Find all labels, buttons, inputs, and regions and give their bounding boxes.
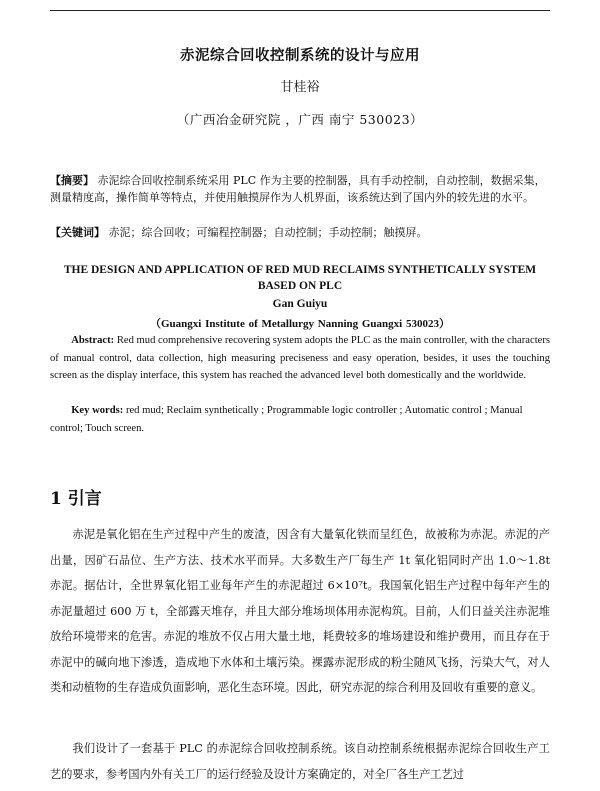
english-title: THE DESIGN AND APPLICATION OF RED MUD RECLAIMS SYNTHETICALLY SYSTEM BASED ON PLC <box>63 264 537 292</box>
chinese-keywords <box>50 224 550 241</box>
chinese-author: 甘桂裕 <box>280 80 320 95</box>
chinese-affiliation: （广西冶金研究院 ，广西 南宁 530023） <box>176 112 424 127</box>
english-author: Gan Guiyu <box>272 298 328 310</box>
english-abstract-text: Red mud comprehensive recovering system adopts the PLC as the main controller, with the characters of manual control, data collection, high measuring preciseness and easy operation, besides, it uses the touching screen as the display interface, this system has reached the advanced level both domestically and the worldwide. <box>50 335 550 381</box>
english-affiliation: （Guangxi Institute of Metallurgy Nanning Guangxi 530023） <box>150 318 450 330</box>
english-abstract-label: Abstract: <box>71 335 115 346</box>
body-paragraph-2: 我们设计了一套基于 PLC 的赤泥综合回收控制系统。该自动控制系统根据赤泥综合回收生产工艺的要求，参考国内外有关工厂的运行经验及设计方案确定的，对全厂各生产工艺过 <box>50 742 550 781</box>
section-heading: 1 引言 <box>50 489 102 509</box>
chinese-title: 赤泥综合回收控制系统的设计与应用 <box>180 47 420 64</box>
chinese-keywords-label: 【关键词】 <box>50 226 105 239</box>
chinese-abstract-label: 【摘要】 <box>50 174 94 187</box>
english-abstract <box>50 332 550 385</box>
chinese-abstract-text: 赤泥综合回收控制系统采用 PLC 作为主要的控制器，具有手动控制，自动控制，数据采集，测量精度高，操作简单等特点，并使用触摸屏作为人机界面，该系统达到了国内外的较先进的水平。 <box>50 174 546 204</box>
english-keywords <box>50 402 550 437</box>
body-paragraph-1: 赤泥是氧化铝在生产过程中产生的废渣，因含有大量氧化铁而呈红色，故被称为赤泥。赤泥的产出量，因矿石品位、生产方法、技术水平而异。大多数生产厂每生产 1t 氧化铝同时产出 1.0～1.8t 赤泥。据估计，全世界氧化铝工业每年产生的赤泥超过 6×10⁷t。我国氧化铝生产过程中每年产生的赤泥量超过 600 万 t，全部露天堆存，并且大部分堆场坝体用赤泥构筑。目前，人们日益关注赤泥堆放给环境带来的危害。赤泥的堆放不仅占用大量土地，耗费较多的堆场建设和维护费用，而且存在于赤泥中的碱向地下渗透，造成地下水体和土壤污染。裸露赤泥形成的粉尘随风飞扬，污染大气，对人类和动植物的生存造成负面影响，恶化生态环境。因此，研究赤泥的综合利用及回收有重要的意义。 <box>50 528 550 694</box>
chinese-keywords-text: 赤泥；综合回收；可编程控制器；自动控制；手动控制；触摸屏。 <box>108 226 428 239</box>
english-keywords-text: red mud; Reclaim synthetically ; Programmable logic controller ; Automatic control ; Manual control; Touch screen. <box>50 405 523 434</box>
english-keywords-label: Key words: <box>71 405 124 416</box>
chinese-abstract <box>50 172 550 206</box>
top-rule <box>50 10 550 11</box>
